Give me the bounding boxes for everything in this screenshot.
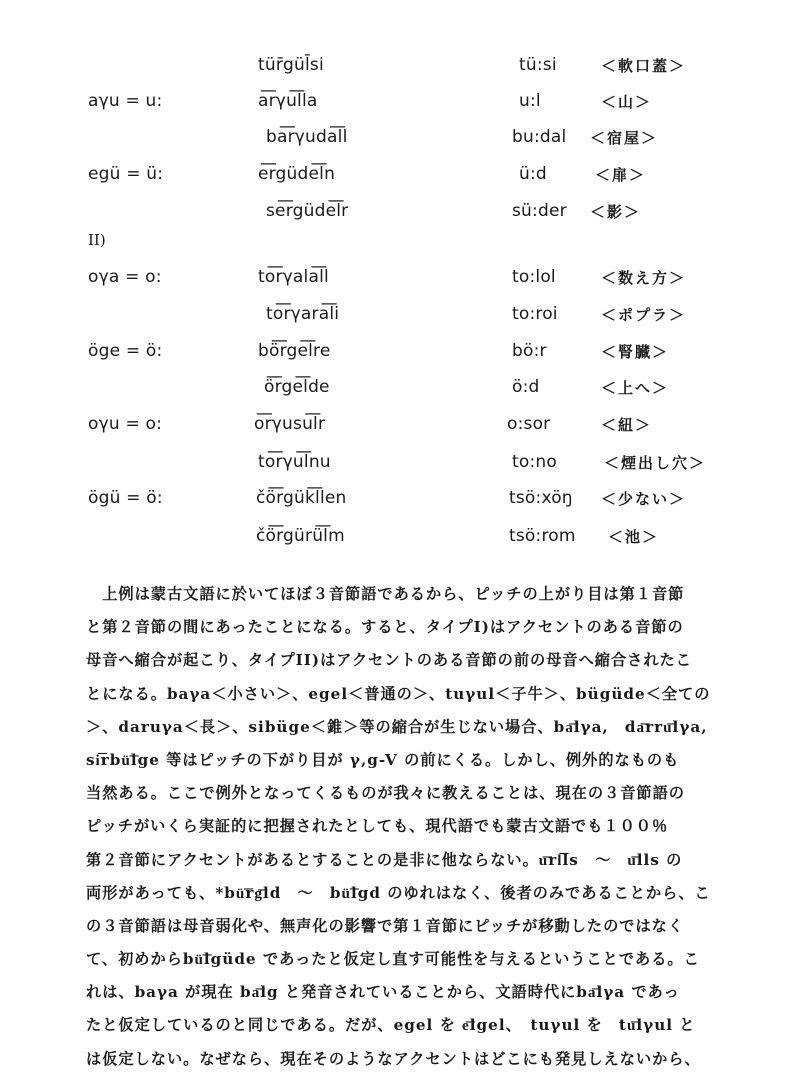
modern-form: tü:si — [519, 55, 557, 75]
modern-form: tsö:xöŋ — [509, 488, 573, 508]
paragraph-line: 第２音節にアクセントがあるとすることの是非に他ならない。u͞rl͞ls ～ u͞lls の — [86, 850, 683, 869]
written-form: čö͞rgük͞llen — [256, 488, 347, 508]
paragraph-line: たと仮定しているのと同じである。だが、egel を e͞lgel、 tuγul を tu͞lγul と — [86, 1016, 696, 1035]
modern-form: to:roi — [512, 304, 558, 324]
modern-form: ö:d — [512, 377, 540, 397]
paragraph-line: て、初めからbü͞lgüde であったと仮定し直す可能性を与えるということである。こ — [86, 950, 700, 969]
contraction-pattern: oγu = o: — [88, 414, 163, 434]
written-form: se͞rgüde͞lr — [266, 201, 349, 221]
gloss: ＜軟口蓋＞ — [601, 57, 687, 75]
paragraph-line: 当然ある。ここで例外となってくるものが我々に教えることは、現在の３音節語の — [86, 784, 685, 803]
paragraph-line: 両形があっても、*bü͞rg͞ld ～ bü͞lgd のゆれはなく、後者のみであることから、こ — [86, 883, 711, 902]
modern-form: o:sor — [507, 414, 551, 434]
gloss: ＜影＞ — [590, 203, 642, 221]
contraction-pattern: aγu = u: — [88, 91, 163, 111]
written-form: a͞rγu͞lla — [258, 91, 318, 111]
gloss: ＜宿屋＞ — [590, 129, 659, 147]
written-form: o͞rγusu͞lr — [254, 414, 326, 434]
modern-form: bu:dal — [512, 127, 567, 147]
gloss: ＜池＞ — [608, 528, 660, 546]
modern-form: ü:d — [519, 164, 547, 184]
contraction-pattern: oγa = o: — [88, 267, 162, 287]
section-label: II) — [88, 231, 106, 249]
written-form: to͞rγu͞lnu — [258, 452, 331, 472]
contraction-pattern: öge = ö: — [88, 341, 163, 361]
written-form: čö͞rgürü͞lm — [256, 526, 345, 546]
paragraph-line: 母音へ縮合が起こり、タイプII)はアクセントのある音節の前の母音へ縮合されたこ — [86, 651, 692, 670]
gloss: ＜腎臓＞ — [601, 343, 670, 361]
paragraph-line: ＞、daruγa＜長＞、sibüge＜錐＞等の縮合が生じない場合、ba͞lγa, da͞rru͞lγa, — [86, 717, 708, 736]
written-form: to͞rγara͞li — [266, 304, 340, 324]
written-form: e͞rgüde͞ln — [258, 164, 336, 184]
modern-form: sü:der — [512, 201, 567, 221]
written-form: to͞rγala͞ll — [258, 267, 329, 287]
modern-form: bö:r — [512, 341, 547, 361]
written-form: ba͞rγuda͞ll — [266, 127, 348, 147]
paragraph-line: 上例は蒙古文語に於いてほぼ３音節語であるから、ピッチの上がり目は第１音節 — [86, 585, 685, 603]
gloss: ＜煙出し穴＞ — [604, 454, 707, 472]
modern-form: to:no — [512, 452, 557, 472]
modern-form: tsö:rom — [509, 526, 576, 546]
paragraph-line: の３音節語は母音弱化や、無声化の影響で第１音節にピッチが移動したのではなく — [86, 916, 685, 935]
paragraph-line: れは、baγa が現在 ba͞lg と発音されていることから、文語時代にba͞lγa であっ — [86, 983, 680, 1002]
modern-form: u:l — [519, 91, 541, 111]
paragraph-line: は仮定しない。なぜなら、現在そのようなアクセントはどこにも発見しえないから、 — [86, 1049, 701, 1068]
gloss: ＜上へ＞ — [601, 379, 670, 397]
paragraph-line: とになる。baγa＜小さい＞、egel＜普通の＞、tuγul＜子牛＞、bügüde＜全ての — [86, 684, 711, 703]
gloss: ＜ポプラ＞ — [601, 306, 687, 324]
written-form: bö͞rge͞lre — [258, 341, 331, 361]
contraction-pattern: ögü = ö: — [88, 488, 163, 508]
paragraph-line: si͞rbü͞lge 等はピッチの下がり目が γ,g-V の前にくる。しかし、例外的なものも — [86, 750, 680, 769]
written-form: tür̄gül̄si — [258, 55, 324, 75]
paragraph-line: ピッチがいくら実証的に把握されたとしても、現代語でも蒙古文語でも１００％ — [86, 817, 669, 836]
gloss: ＜紐＞ — [601, 416, 653, 434]
gloss: ＜山＞ — [601, 93, 653, 111]
gloss: ＜少ない＞ — [601, 490, 687, 508]
written-form: ö͞rge͞lde — [264, 377, 330, 397]
contraction-pattern: egü = ü: — [88, 164, 164, 184]
gloss: ＜扉＞ — [595, 166, 647, 184]
body-paragraph — [86, 578, 790, 1076]
modern-form: to:lol — [512, 267, 556, 287]
gloss: ＜数え方＞ — [601, 269, 687, 287]
paragraph-line: と第２音節の間にあったことになる。すると、タイプI)はアクセントのある音節の — [86, 618, 684, 637]
